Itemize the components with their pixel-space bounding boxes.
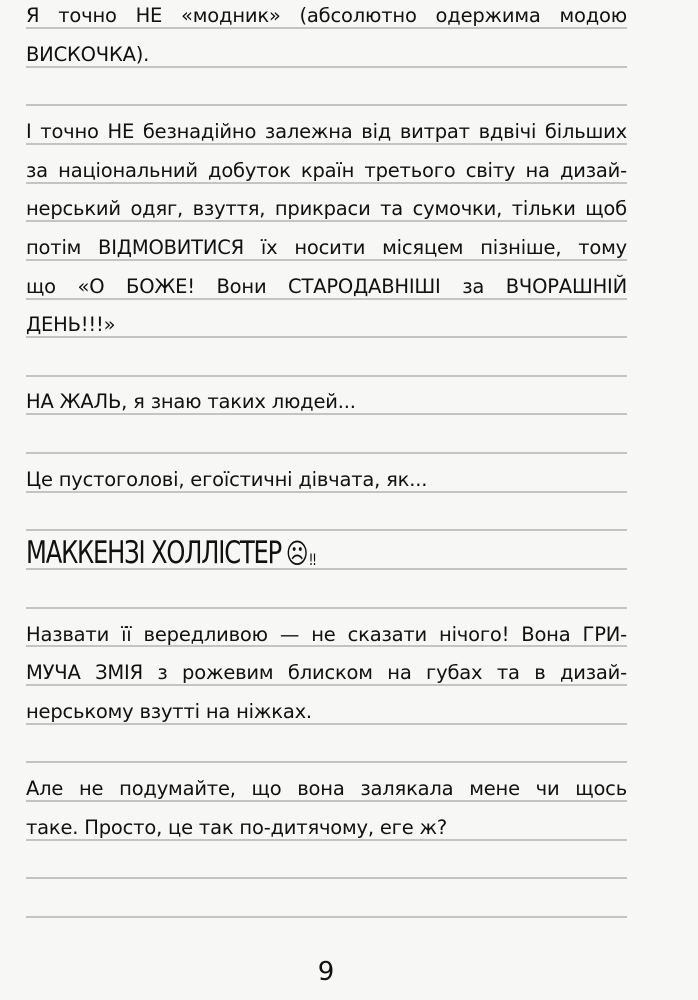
text-line: ДЕНЬ!!!» — [26, 313, 116, 336]
text-line: Це пустоголові, егоїстичні дівчата, як... — [26, 468, 428, 491]
text-line: Але не подумайте, що вона залякала мене чи щось — [26, 777, 627, 800]
ruled-line — [26, 607, 627, 609]
text-line: потім ВІДМОВИТИСЯ їх носити місяцем пізніше, тому — [26, 236, 627, 259]
ruled-line — [26, 104, 627, 106]
text-line: що «О БОЖЕ! Вони СТАРОДАВНІШІ за ВЧОРАШНІЙ — [26, 275, 627, 298]
sad-face-icon: ☹ — [285, 537, 309, 570]
ruled-line — [26, 761, 627, 763]
ruled-line — [26, 452, 627, 454]
text-line: ВИСКОЧКА). — [26, 43, 150, 66]
ruled-line — [26, 877, 627, 879]
heading-exclamation: !! — [308, 550, 316, 569]
text-line: НА ЖАЛЬ, я знаю таких людей... — [26, 390, 356, 413]
ruled-line — [26, 529, 627, 531]
character-name-heading — [26, 533, 315, 573]
page-number: 9 — [317, 957, 335, 987]
ruled-line — [26, 375, 627, 377]
text-line: Назвати її вередливою — не сказати нічого! Вона ГРИ- — [26, 623, 627, 646]
heading-text: МАККЕНЗІ ХОЛЛІСТЕР — [26, 535, 282, 571]
text-line: І точно НЕ безнадійно залежна від витрат вдвічі більших — [26, 120, 627, 143]
text-line: нерському взутті на ніжках. — [26, 700, 312, 723]
text-line: Я точно НЕ «модник» (абсолютно одержима модою — [26, 4, 627, 27]
text-line: МУЧА ЗМІЯ з рожевим блиском на губах та в дизай- — [26, 661, 627, 684]
ruled-line — [26, 916, 627, 918]
text-line: нерський одяг, взуття, прикраси та сумочки, тільки щоб — [26, 197, 627, 220]
text-line: за національний добуток країн третього світу на дизай- — [26, 159, 627, 182]
text-line: таке. Просто, це так по-дитячому, еге ж? — [26, 816, 448, 839]
